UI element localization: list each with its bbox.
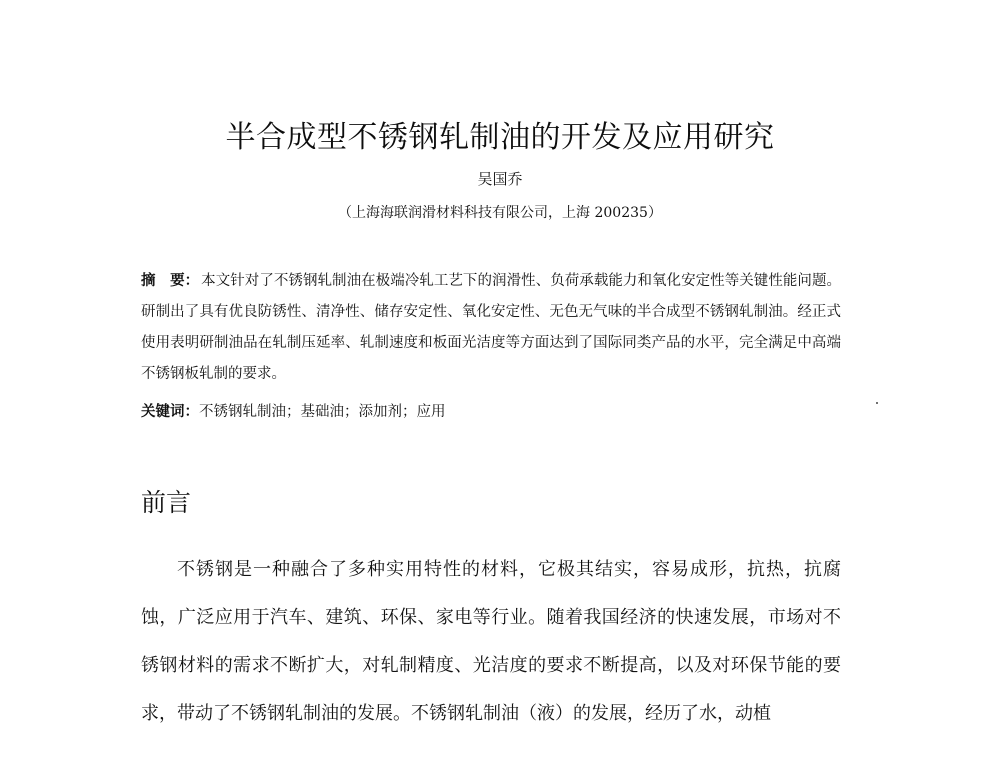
section-heading: 前言 <box>141 488 192 517</box>
abstract-text: 本文针对了不锈钢轧制油在极端冷轧工艺下的润滑性、负荷承载能力和氧化安定性等关键性能问题。研制出了具有优良防锈性、清净性、储存安定性、氧化安定性、无色无气味的半合成型不锈钢轧制油。经正式使用表明研制油品在轧制压延率、轧制速度和板面光洁度等方面达到了国际同类产品的水平，完全满足中高端不锈钢板轧制的要求。 <box>141 273 841 382</box>
abstract-label: 摘 要： <box>141 272 200 289</box>
scan-speck <box>876 402 878 404</box>
author-affiliation: （上海海联润滑材料科技有限公司，上海 200235） <box>338 205 662 221</box>
keywords-text: 不锈钢轧制油；基础油；添加剂；应用 <box>199 404 446 420</box>
author-name: 吴国乔 <box>477 170 523 188</box>
abstract <box>141 265 841 390</box>
section-body: 不锈钢是一种融合了多种实用特性的材料，它极其结实，容易成形，抗热，抗腐蚀，广泛应用于汽车、建筑、环保、家电等行业。随着我国经济的快速发展，市场对不锈钢材料的需求不断扩大，对轧制精度、光洁度的要求不断提高，以及对环保节能的要求，带动了不锈钢轧制油的发展。不锈钢轧制油（液）的发展，经历了水，动植 <box>141 559 841 724</box>
keywords-label: 关键词： <box>141 403 199 420</box>
keywords <box>141 398 841 426</box>
paper-title: 半合成型不锈钢轧制油的开发及应用研究 <box>225 120 775 155</box>
